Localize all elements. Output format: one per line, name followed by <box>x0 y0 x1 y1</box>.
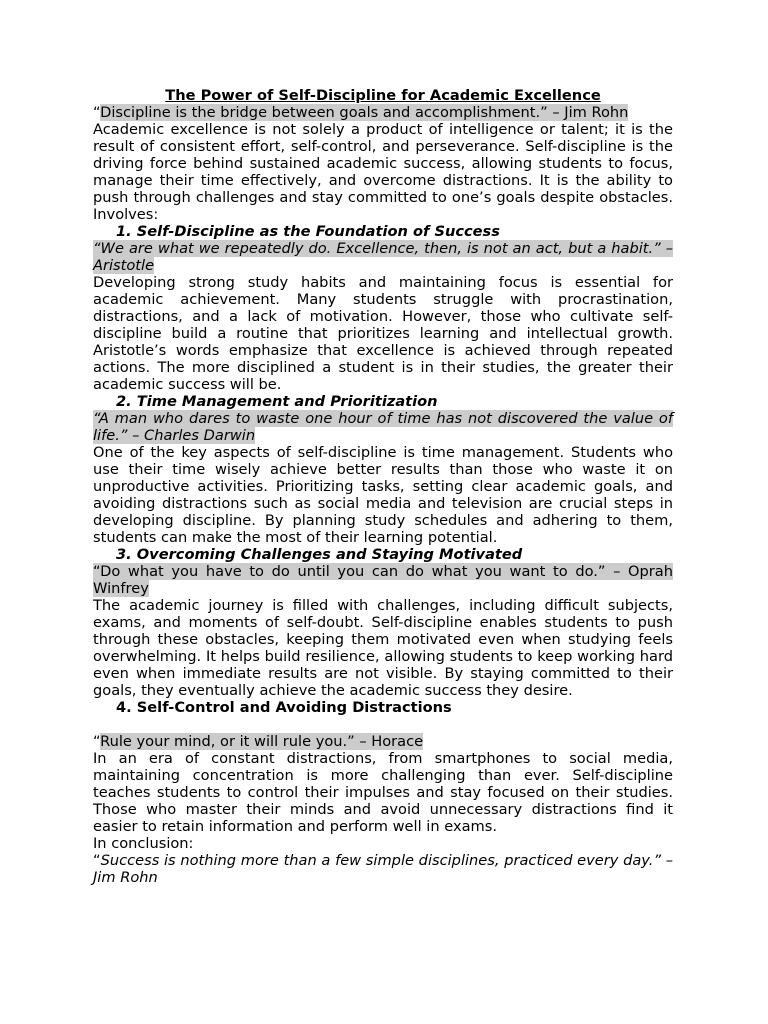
conclusion-label: In conclusion: <box>93 835 194 852</box>
section-3-paragraph: The academic journey is filled with challenges, including difficult subjects, exams, and moments of self-doubt. Self-discipline enables students to push through these obstacles, keeping them motivated even when studying feels overwhelming. It helps build resilience, allowing students to keep working hard even when immediate results are not visible. By staying committed to their goals, they eventually achieve the academic success they desire. <box>93 597 673 699</box>
section-1-quote-text: “We are what we repeatedly do. Excellence, then, is not an act, but a habit.” – Aristotle <box>93 240 673 274</box>
document-title: The Power of Self-Discipline for Academic Excellence <box>165 87 601 104</box>
section-1-quote <box>93 240 673 274</box>
conclusion-quote-open-mark: “ <box>93 852 101 869</box>
intro-paragraph: Academic excellence is not solely a product of intelligence or talent; it is the result of consistent effort, self-control, and perseverance. Self-discipline is the driving force behind sustained academic success, allowing students to focus, manage their time effectively, and overcome distractions. It is the ability to push through challenges and stay committed to one’s goals despite obstacles. Involves: <box>93 121 673 223</box>
section-3-quote-text: “Do what you have to do until you can do what you want to do.” – Oprah Winfrey <box>93 563 673 597</box>
section-4-paragraph: In an era of constant distractions, from smartphones to social media, maintaining concentration is more challenging than ever. Self-discipline teaches students to control their impulses and stay focused on their studies. Those who master their minds and avoid unnecessary distractions find it easier to retain information and perform well in exams. <box>93 750 673 835</box>
section-3-heading: 3. Overcoming Challenges and Staying Motivated <box>116 546 523 563</box>
section-1-heading: 1. Self-Discipline as the Foundation of Success <box>116 223 500 240</box>
section-4-quote-text: Rule your mind, or it will rule you.” – Horace <box>100 733 424 750</box>
conclusion-quote-text: Success is nothing more than a few simple disciplines, practiced every day.” – Jim Rohn <box>93 852 673 886</box>
section-2-paragraph: One of the key aspects of self-discipline is time management. Students who use their time wisely achieve better results than those who waste it on unproductive activities. Prioritizing tasks, setting clear academic goals, and avoiding distractions such as social media and television are crucial steps in developing discipline. By planning study schedules and adhering to them, students can make the most of their learning potential. <box>93 444 673 546</box>
intro-quote-text: Discipline is the bridge between goals and accomplishment.” – Jim Rohn <box>100 104 629 121</box>
section-4-quote <box>93 733 673 750</box>
document-body <box>93 87 673 886</box>
section-4-heading: 4. Self-Control and Avoiding Distractions <box>116 699 452 716</box>
intro-quote-open-mark: “ <box>93 104 101 121</box>
section-2-quote-text: “A man who dares to waste one hour of time has not discovered the value of life.” – Charles Darwin <box>93 410 673 444</box>
section-4-spacer <box>93 716 673 733</box>
intro-quote <box>93 104 673 121</box>
section-4-quote-open-mark: “ <box>93 733 101 750</box>
section-2-quote <box>93 410 673 444</box>
conclusion-quote <box>93 852 673 886</box>
section-2-heading: 2. Time Management and Prioritization <box>116 393 438 410</box>
section-3-quote <box>93 563 673 597</box>
section-1-paragraph: Developing strong study habits and maintaining focus is essential for academic achievement. Many students struggle with procrastination, distractions, and a lack of motivation. However, those who cultivate self-discipline build a routine that prioritizes learning and intellectual growth. Aristotle’s words emphasize that excellence is achieved through repeated actions. The more disciplined a student is in their studies, the greater their academic success will be. <box>93 274 673 393</box>
